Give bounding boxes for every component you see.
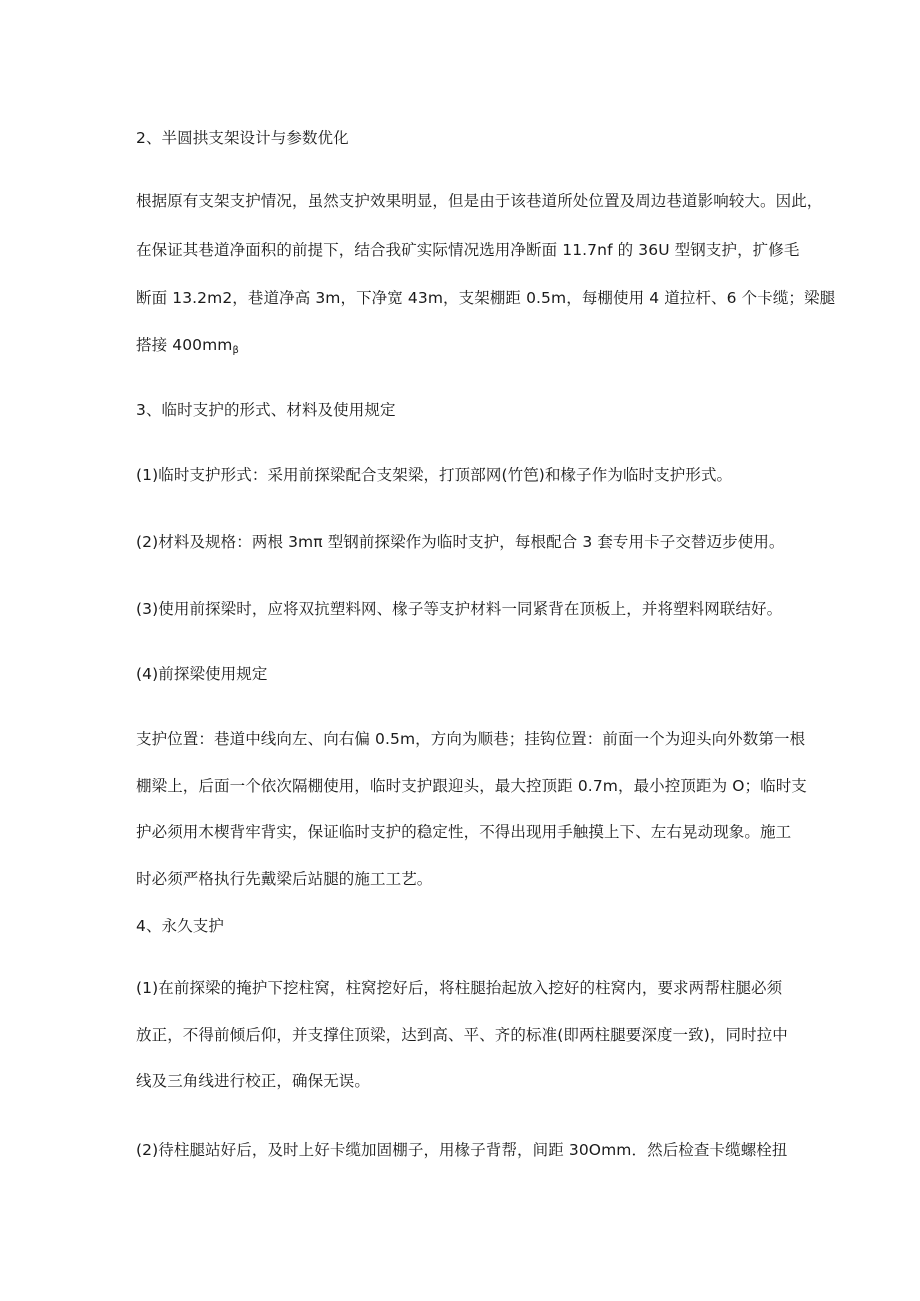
section-2-paragraph-line: 根据原有支架支护情况，虽然支护效果明显，但是由于该巷道所处位置及周边巷道影响较大。因此， [136,192,823,210]
section-4-item-1-line: 放正，不得前倾后仰，并支撑住顶梁，达到高、平、齐的标准(即两柱腿要深度一致)，同时拉中 [136,1026,788,1044]
section-2-paragraph-tail: β [232,345,239,356]
section-3-item-4-paragraph-line: 护必须用木楔背牢背实，保证临时支护的稳定性，不得出现用手触摸上下、左右晃动现象。施工 [136,823,792,841]
section-3-item-4: (4)前探梁使用规定 [136,665,268,683]
section-2-paragraph-line-last [136,335,239,361]
section-4-item-2: (2)待柱腿站好后，及时上好卡缆加固棚子，用椽子背帮，间距 30Omm．然后检查卡缆螺栓扭 [136,1141,788,1159]
section-3-item-4-paragraph-line: 时必须严格执行先戴梁后站腿的施工工艺。 [136,870,433,888]
section-4-item-1-line: 线及三角线进行校正，确保无误。 [136,1072,371,1090]
section-3-item-1: (1)临时支护形式：采用前探梁配合支架梁，打顶部网(竹笆)和椽子作为临时支护形式。 [136,466,733,484]
section-2-paragraph-line: 在保证其巷道净面积的前提下，结合我矿实际情况选用净断面 11.7nf 的 36U 型钢支护，扩修毛 [136,241,800,259]
section-4-item-1-line: (1)在前探梁的掩护下挖柱窝，柱窝挖好后，将柱腿抬起放入挖好的柱窝内，要求两帮柱腿必须 [136,979,783,997]
section-3-item-4-paragraph-line: 棚梁上，后面一个依次隔棚使用，临时支护跟迎头，最大控顶距 0.7m，最小控顶距为 O；临时支 [136,777,807,795]
section-2-paragraph-text: 搭接 400mm [136,336,233,354]
section-3-item-2: (2)材料及规格：两根 3mπ 型钢前探梁作为临时支护，每根配合 3 套专用卡子交替迈步使用。 [136,533,785,551]
section-4-heading: 4、永久支护 [136,917,224,935]
section-3-heading: 3、临时支护的形式、材料及使用规定 [136,401,396,419]
section-3-item-3: (3)使用前探梁时，应将双抗塑料网、椽子等支护材料一同紧背在顶板上，并将塑料网联结好。 [136,600,783,618]
section-3-item-4-paragraph-line: 支护位置：巷道中线向左、向右偏 0.5m，方向为顺巷；挂钩位置：前面一个为迎头向外数第一根 [136,730,806,748]
section-2-paragraph-line: 断面 13.2m2，巷道净高 3m，下净宽 43m，支架棚距 0.5m，每棚使用 4 道拉杆、6 个卡缆；梁腿 [136,289,836,307]
section-2-heading: 2、半圆拱支架设计与参数优化 [136,129,349,147]
